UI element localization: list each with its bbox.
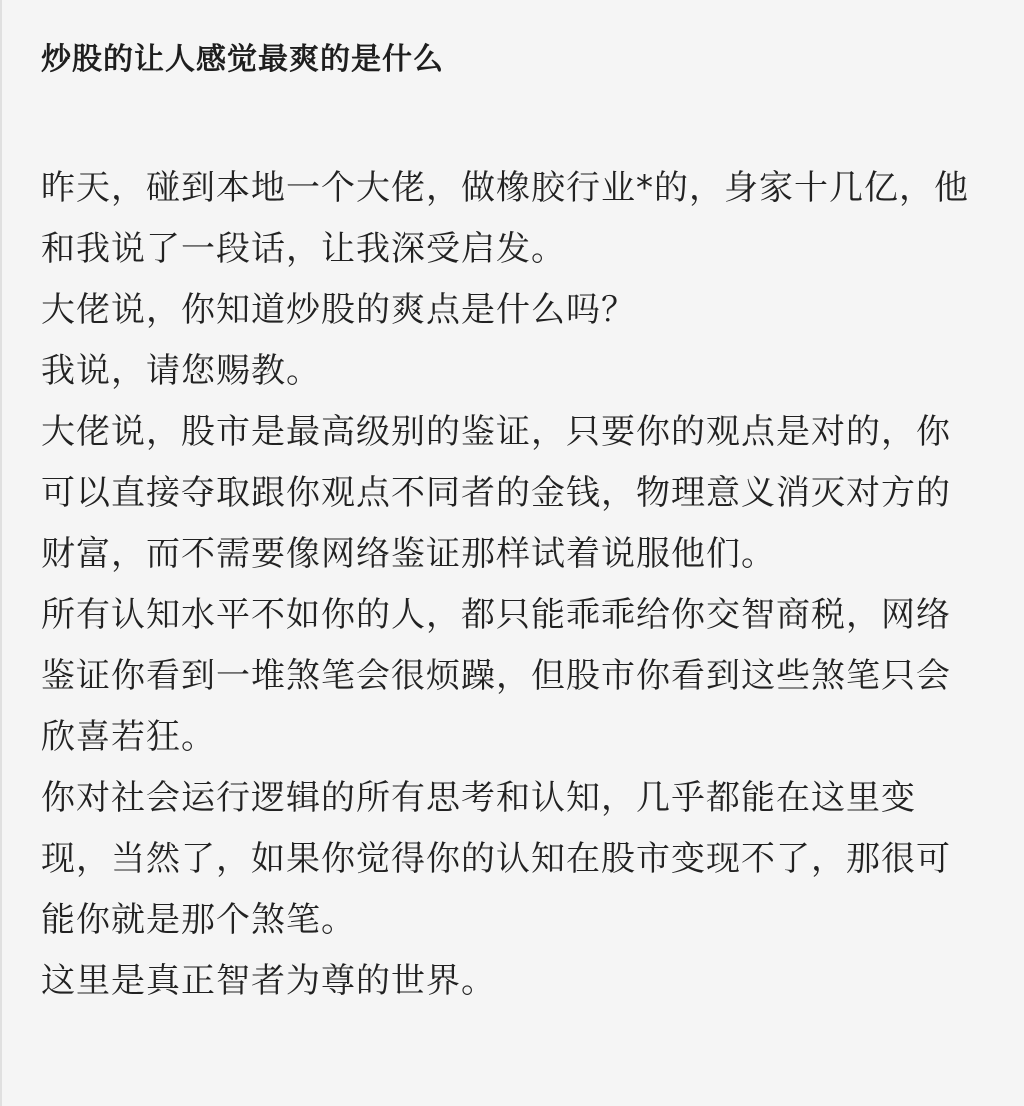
post-paragraph-7: 这里是真正智者为尊的世界。 (41, 961, 496, 1001)
post-paragraph-3: 我说，请您赐教。 (41, 351, 321, 391)
post-paragraph-1: 昨天，碰到本地一个大佬，做橡胶行业*的，身家十几亿，他和我说了一段话，让我深受启发。 (41, 168, 969, 269)
post-paragraph-4: 大佬说，股市是最高级别的鉴证，只要你的观点是对的，你可以直接夺取跟你观点不同者的金钱，物理意义消灭对方的财富，而不需要像网络鉴证那样试着说服他们。 (41, 412, 951, 574)
post-paragraph-6: 你对社会运行逻辑的所有思考和认知，几乎都能在这里变现，当然了，如果你觉得你的认知在股市变现不了，那很可能你就是那个煞笔。 (41, 778, 951, 940)
post-paragraph-2: 大佬说，你知道炒股的爽点是什么吗？ (41, 290, 636, 330)
post-title: 炒股的让人感觉最爽的是什么 (41, 42, 444, 77)
post-paragraph-5: 所有认知水平不如你的人，都只能乖乖给你交智商税，网络鉴证你看到一堆煞笔会很烦躁，但股市你看到这些煞笔只会欣喜若狂。 (41, 595, 951, 757)
post-body (41, 158, 981, 1012)
